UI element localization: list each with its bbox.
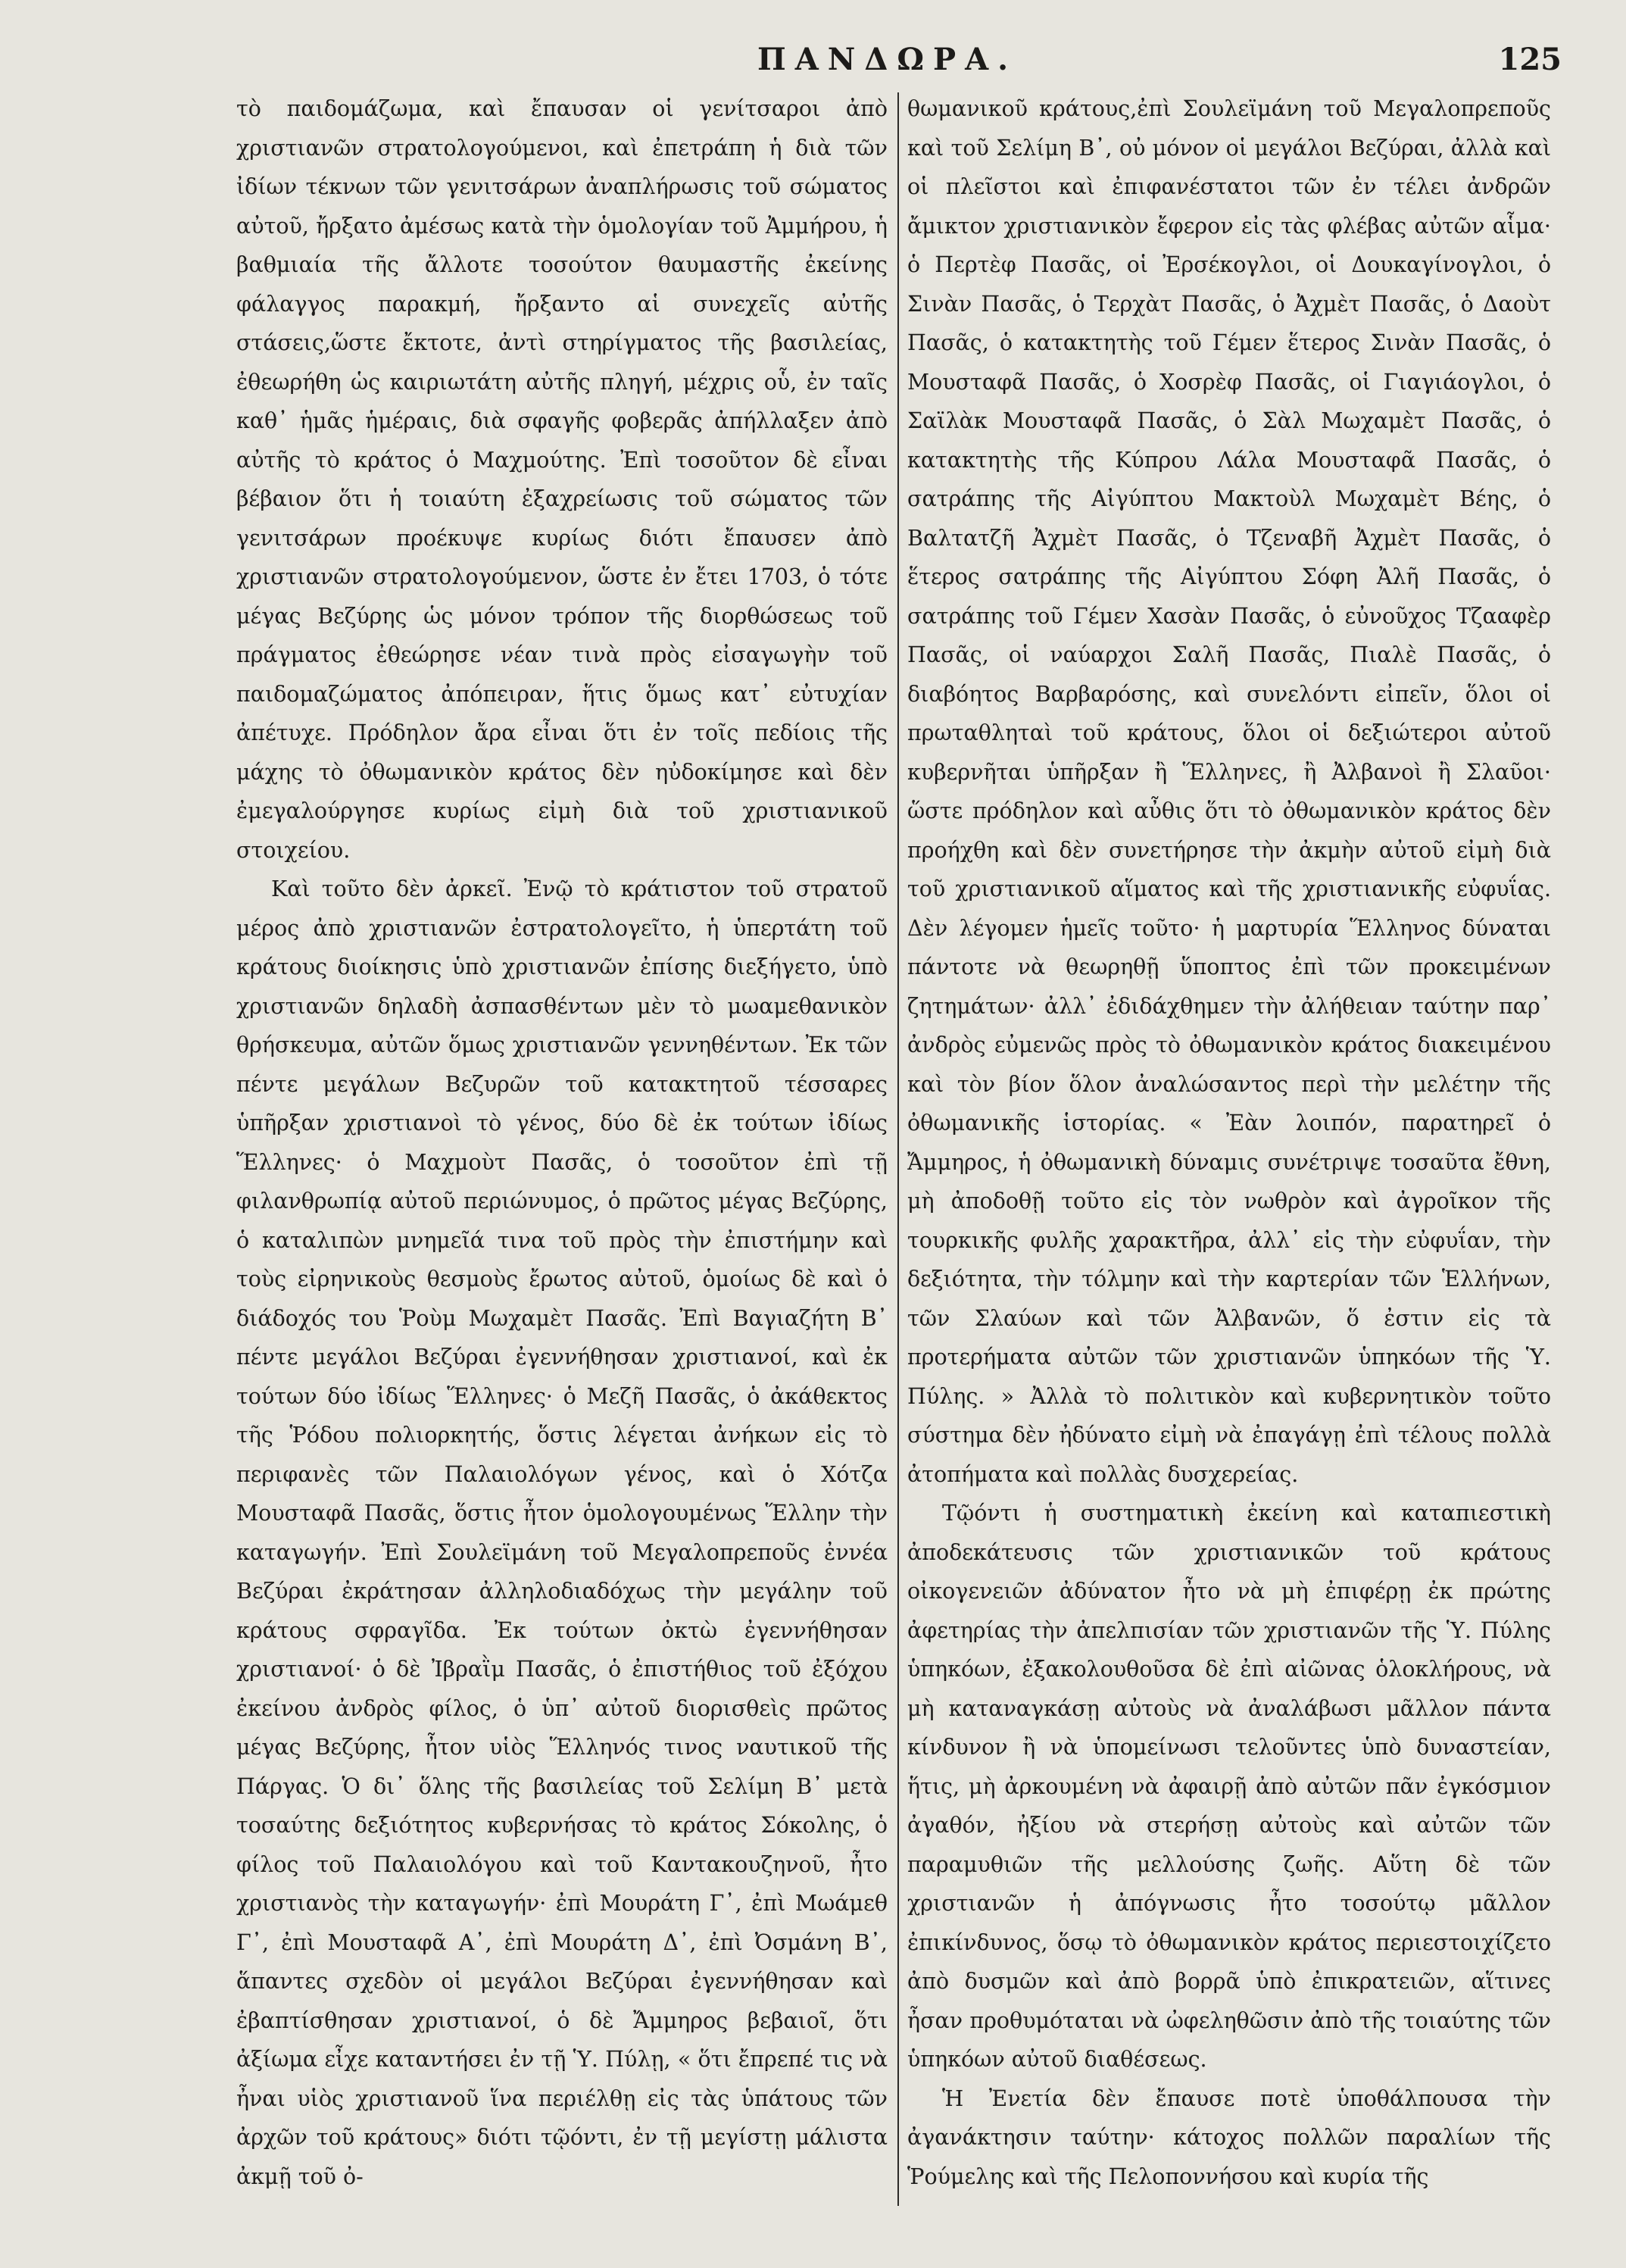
page-header (235, 42, 1562, 87)
right-column (907, 89, 1551, 2196)
paragraph: Ἡ Ἐνετία δὲν ἔπαυσε ποτὲ ὑποθάλπουσα τὴν ἀγανάκτησιν ταύτην· κάτοχος πολλῶν παραλίων τῆς Ῥούμελης καὶ τῆς Πελοποννήσου καὶ κυρία τῆς (907, 2085, 1551, 2189)
paragraph: θωμανικοῦ κράτους,ἐπὶ Σουλεϊμάνη τοῦ Μεγαλοπρεποῦς καὶ τοῦ Σελίμη Β᾽, οὐ μόνον οἱ μεγάλοι Βεζύραι, ἀλλὰ καὶ οἱ πλεῖστοι καὶ ἐπιφανέστατοι τῶν ἐν τέλει ἀνδρῶν ἄμικτον χριστιανικὸν ἔφερον εἰς τὰς φλέβας αὐτῶν αἷμα· ὁ Περτὲφ Πασᾶς, οἱ Ἐρσέκογλοι, οἱ Δουκαγίνογλοι, ὁ Σινὰν Πασᾶς, ὁ Τερχὰτ Πασᾶς, ὁ Ἀχμὲτ Πασᾶς, ὁ Δαοὺτ Πασᾶς, ὁ κατακτητὴς τοῦ Γέμεν ἕτερος Σινὰν Πασᾶς, ὁ Μουσταφᾶ Πασᾶς, ὁ Χοσρὲφ Πασᾶς, οἱ Γιαγιάογλοι, ὁ Σαϊλὰκ Μουσταφᾶ Πασᾶς, ὁ Σὰλ Μωχαμὲτ Πασᾶς, ὁ κατακτητὴς τῆς Κύπρου Λάλα Μουσταφᾶ Πασᾶς, ὁ σατράπης τῆς Αἰγύπτου Μακτοὺλ Μωχαμὲτ Βέης, ὁ Βαλτατζῆ Ἀχμὲτ Πασᾶς, ὁ Τζεναβῆ Ἀχμὲτ Πασᾶς, ὁ ἕτερος σατράπης τῆς Αἰγύπτου Σόφη Ἀλῆ Πασᾶς, ὁ σατράπης τοῦ Γέμεν Χασὰν Πασᾶς, ὁ εὐνοῦχος Τζααφὲρ Πασᾶς, οἱ ναύαρχοι Σαλῆ Πασᾶς, Πιαλὲ Πασᾶς, ὁ διαβόητος Βαρβαρόσης, καὶ συνελόντι εἰπεῖν, ὅλοι οἱ πρωταθληταὶ τοῦ κράτους, ὅλοι οἱ δεξιώτεροι αὐτοῦ κυβερνῆται ὑπῆρξαν ἢ Ἕλληνες, ἢ Ἀλβανοὶ ἢ Σλαῦοι· ὥστε πρόδηλον καὶ αὖθις ὅτι τὸ ὀθωμανικὸν κράτος δὲν προήχθη καὶ δὲν συνετήρησε τὴν ἀκμὴν αὐτοῦ εἰμὴ διὰ τοῦ χριστιανικοῦ αἵματος καὶ τῆς χριστιανικῆς εὐφυΐας. Δὲν λέγομεν ἡμεῖς τοῦτο· ἡ μαρτυρία Ἕλληνος δύναται πάντοτε νὰ θεωρηθῇ ὕποπτος ἐπὶ τῶν προκειμένων ζητημάτων· ἀλλ᾽ ἐδιδάχθημεν τὴν ἀλήθειαν ταύτην παρ᾽ ἀνδρὸς εὐμενῶς πρὸς τὸ ὀθωμανικὸν κράτος διακειμένου καὶ τὸν βίον ὅλον ἀναλώσαντος περὶ τὴν μελέτην τῆς ὀθωμανικῆς ἱστορίας. « Ἐὰν λοιπόν, παρατηρεῖ ὁ Ἄμμηρος, ἡ ὀθωμανικὴ δύναμις συνέτριψε τοσαῦτα ἔθνη, μὴ ἀποδοθῇ τοῦτο εἰς τὸν νωθρὸν καὶ ἀγροῖκον τῆς τουρκικῆς φυλῆς χαρακτῆρα, ἀλλ᾽ εἰς τὴν εὐφυΐαν, τὴν δεξιότητα, τὴν τόλμην καὶ τὴν καρτερίαν τῶν Ἑλλήνων, τῶν Σλαύων καὶ τῶν Ἀλβανῶν, ὅ ἐστιν εἰς τὰ προτερήματα αὐτῶν τῶν χριστιανῶν ὑπηκόων τῆς Ὑ. Πύλης. » Ἀλλὰ τὸ πολιτικὸν καὶ κυβερνητικὸν τοῦτο σύστημα δὲν ἠδύνατο εἰμὴ νὰ ἐπαγάγῃ ἐπὶ τέλους πολλὰ ἀτοπήματα καὶ πολλὰς δυσχερείας. (907, 96, 1551, 1487)
running-title: ΠΑΝΔΩΡΑ. (757, 42, 1018, 77)
paragraph: τὸ παιδομάζωμα, καὶ ἔπαυσαν οἱ γενίτσαροι ἀπὸ χριστιανῶν στρατολογούμενοι, καὶ ἐπετράπη ἡ διὰ τῶν ἰδίων τέκνων τῶν γενιτσάρων ἀναπλήρωσις τοῦ σώματος αὐτοῦ, ἤρξατο ἀμέσως κατὰ τὴν ὁμολογίαν τοῦ Ἀμμήρου, ἡ βαθμιαία τῆς ἄλλοτε τοσούτον θαυμαστῆς ἐκείνης φάλαγγος παρακμή, ἤρξαντο αἱ συνεχεῖς αὐτῆς στάσεις,ὥστε ἔκτοτε, ἀντὶ στηρίγματος τῆς βασιλείας, ἐθεωρήθη ὡς καιριωτάτη αὐτῆς πληγή, μέχρις οὗ, ἐν ταῖς καθ᾽ ἡμᾶς ἡμέραις, διὰ σφαγῆς φοβερᾶς ἀπήλλαξεν ἀπὸ αὐτῆς τὸ κράτος ὁ Μαχμούτης. Ἐπὶ τοσοῦτον δὲ εἶναι βέβαιον ὅτι ἡ τοιαύτη ἐξαχρείωσις τοῦ σώματος τῶν γενιτσάρων προέκυψε κυρίως διότι ἔπαυσεν ἀπὸ χριστιανῶν στρατολογούμενον, ὥστε ἐν ἔτει 1703, ὁ τότε μέγας Βεζύρης ὡς μόνον τρόπον τῆς διορθώσεως τοῦ πράγματος ἐθεώρησε νέαν τινὰ πρὸς εἰσαγωγὴν τοῦ παιδομαζώματος ἀπόπειραν, ἥτις ὅμως κατ᾽ εὐτυχίαν ἀπέτυχε. Πρόδηλον ἄρα εἶναι ὅτι ἐν τοῖς πεδίοις τῆς μάχης τὸ ὀθωμανικὸν κράτος δὲν ηὐδοκίμησε καὶ δὲν ἐμεγαλούργησε κυρίως εἰμὴ διὰ τοῦ χριστιανικοῦ στοιχείου. (236, 96, 888, 863)
left-column (236, 89, 888, 2196)
paragraph: Καὶ τοῦτο δὲν ἀρκεῖ. Ἐνῷ τὸ κράτιστον τοῦ στρατοῦ μέρος ἀπὸ χριστιανῶν ἐστρατολογεῖτο, ἡ ὑπερτάτη τοῦ κράτους διοίκησις ὑπὸ χριστιανῶν ἐπίσης διεξήγετο, ὑπὸ χριστιανῶν δηλαδὴ ἀσπασθέντων μὲν τὸ μωαμεθανικὸν θρήσκευμα, αὐτῶν ὅμως χριστιανῶν γεννηθέντων. Ἐκ τῶν πέντε μεγάλων Βεζυρῶν τοῦ κατακτητοῦ τέσσαρες ὑπῆρξαν χριστιανοὶ τὸ γένος, δύο δὲ ἐκ τούτων ἰδίως Ἕλληνες· ὁ Μαχμοὺτ Πασᾶς, ὁ τοσοῦτον ἐπὶ τῇ φιλανθρωπίᾳ αὐτοῦ περιώνυμος, ὁ πρῶτος μέγας Βεζύρης, ὁ καταλιπὼν μνημεῖά τινα τοῦ πρὸς τὴν ἐπιστήμην καὶ τοὺς εἰρηνικοὺς θεσμοὺς ἔρωτος αὐτοῦ, ὁμοίως δὲ καὶ ὁ διάδοχός του Ῥοὺμ Μωχαμὲτ Πασᾶς. Ἐπὶ Βαγιαζήτη Β᾽ πέντε μεγάλοι Βεζύραι ἐγεννήθησαν χριστιανοί, καὶ ἐκ τούτων δύο ἰδίως Ἕλληνες· ὁ Μεζῆ Πασᾶς, ὁ ἀκάθεκτος τῆς Ῥόδου πολιορκητής, ὅστις λέγεται ἀνήκων εἰς τὸ περιφανὲς τῶν Παλαιολόγων γένος, καὶ ὁ Χότζα Μουσταφᾶ Πασᾶς, ὅστις ἦτον ὁμολογουμένως Ἕλλην τὴν καταγωγήν. Ἐπὶ Σουλεϊμάνη τοῦ Μεγαλοπρεποῦς ἐννέα Βεζύραι ἐκράτησαν ἀλληλοδιαδόχως τὴν μεγάλην τοῦ κράτους σφραγῖδα. Ἐκ τούτων ὀκτὼ ἐγεννήθησαν χριστιανοί· ὁ δὲ Ἰβραῒμ Πασᾶς, ὁ ἐπιστήθιος τοῦ ἐξόχου ἐκείνου ἀνδρὸς φίλος, ὁ ὑπ᾽ αὐτοῦ διορισθεὶς πρῶτος μέγας Βεζύρης, ἦτον υἱὸς Ἕλληνός τινος ναυτικοῦ τῆς Πάργας. Ὁ δι᾽ ὅλης τῆς βασιλείας τοῦ Σελίμη Β᾽ μετὰ τοσαύτης δεξιότητος κυβερνήσας τὸ κράτος Σόκολης, ὁ φίλος τοῦ Παλαιολόγου καὶ τοῦ Καντακουζηνοῦ, ἦτο χριστιανὸς τὴν καταγωγήν· ἐπὶ Μουράτη Γ᾽, ἐπὶ Μωάμεθ Γ᾽, ἐπὶ Μουσταφᾶ Α᾽, ἐπὶ Μουράτη Δ᾽, ἐπὶ Ὀσμάνη Β᾽, ἅπαντες σχεδὸν οἱ μεγάλοι Βεζύραι ἐγεννήθησαν καὶ ἐβαπτίσθησαν χριστιανοί, ὁ δὲ Ἄμμηρος βεβαιοῖ, ὅτι ἀξίωμα εἶχε καταντήσει ἐν τῇ Ὑ. Πύλῃ, « ὅτι ἔπρεπέ τις νὰ ἦναι υἱὸς χριστιανοῦ ἵνα περιέλθῃ εἰς τὰς ὑπάτους τῶν ἀρχῶν τοῦ κράτους» διότι τῷόντι, ἐν τῇ μεγίστῃ μάλιστα ἀκμῇ τοῦ ὀ- (236, 876, 888, 2189)
paragraph: Τῷόντι ἡ συστηματικὴ ἐκείνη καὶ καταπιεστικὴ ἀποδεκάτευσις τῶν χριστιανικῶν τοῦ κράτους οἰκογενειῶν ἀδύνατον ἦτο νὰ μὴ ἐπιφέρῃ ἐκ πρώτης ἀφετηρίας τὴν ἀπελπισίαν τῶν χριστιανῶν τῆς Ὑ. Πύλης ὑπηκόων, ἐξακολουθοῦσα δὲ ἐπὶ αἰῶνας ὁλοκλήρους, νὰ μὴ καταναγκάσῃ αὐτοὺς νὰ ἀναλάβωσι μᾶλλον πάντα κίνδυνον ἢ νὰ ὑπομείνωσι τελοῦντες ὑπὸ δυναστείαν, ἥτις, μὴ ἀρκουμένη νὰ ἀφαιρῇ ἀπὸ αὐτῶν πᾶν ἐγκόσμιον ἀγαθόν, ἠξίου νὰ στερήσῃ αὐτοὺς καὶ αὐτῶν τῶν παραμυθιῶν τῆς μελλούσης ζωῆς. Αὕτη δὲ τῶν χριστιανῶν ἡ ἀπόγνωσις ἦτο τοσούτῳ μᾶλλον ἐπικίνδυνος, ὅσῳ τὸ ὀθωμανικὸν κράτος περιεστοιχίζετο ἀπὸ δυσμῶν καὶ ἀπὸ βορρᾶ ὑπὸ ἐπικρατειῶν, αἵτινες ἦσαν προθυμόταται νὰ ὠφεληθῶσιν ἀπὸ τῆς τοιαύτης τῶν ὑπηκόων αὐτοῦ διαθέσεως. (907, 1501, 1551, 2072)
page-number: 125 (1498, 42, 1562, 77)
column-divider (897, 92, 899, 2206)
